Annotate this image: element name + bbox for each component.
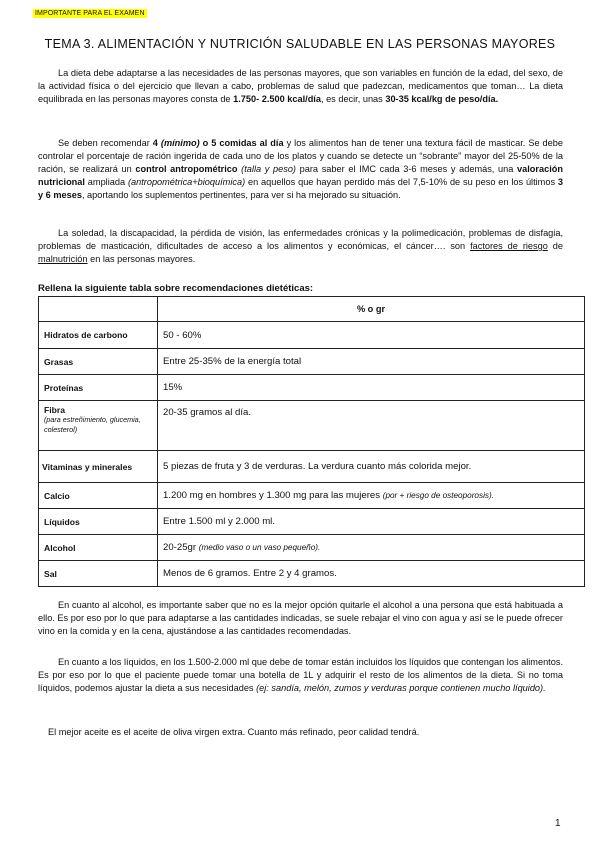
p1-kcal-range: 1.750- 2.500 kcal/día (233, 94, 321, 105)
row-value-cell (158, 483, 585, 509)
row-label: Vitaminas y minerales (39, 451, 158, 483)
page-number: 1 (555, 818, 561, 829)
row-label-note: (para estreñimiento, glucemia, colesterol) (44, 415, 141, 434)
page-title: TEMA 3. ALIMENTACIÓN Y NUTRICIÓN SALUDABLE EN LAS PERSONAS MAYORES (44, 37, 556, 51)
p2-italic-1: (talla y peso) (237, 164, 296, 175)
p2-bold-2: o 5 comidas al día (199, 138, 284, 148)
p1-text-2: , es decir, unas (320, 94, 386, 105)
table-row (39, 451, 585, 483)
row-value-note: (por + riesgo de osteoporosis). (382, 491, 494, 500)
table-header-row (39, 297, 585, 322)
p2-text-1: Se deben recomendar (58, 138, 153, 148)
p2-bold-4: valoración nutricional (38, 164, 563, 188)
p5-italic-1: (ej: sandía, melón, zumos y verduras porque contienen mucho líquido). (256, 683, 546, 694)
table-row (39, 561, 585, 587)
oil-paragraph: El mejor aceite es el aceite de oliva virgen extra. Cuanto más refinado, peor calidad tendrá. (48, 727, 420, 737)
row-label: Hidratos de carbono (39, 322, 158, 349)
row-value: 20-25gr (163, 542, 199, 553)
table-heading: Rellena la siguiente tabla sobre recomendaciones dietéticas: (38, 283, 314, 294)
p2-italic-2: (antropométrica+bioquímica) (127, 177, 246, 188)
p3-text-3: en las personas mayores. (87, 254, 196, 265)
table-row (39, 322, 585, 349)
row-label: Fibra (44, 405, 66, 415)
p2-text-6: , aportando los suplementos pertinentes, para ver si ha mejorado su situación. (81, 190, 401, 201)
row-value: 1.200 mg en hombres y 1.300 mg para las mujeres (163, 490, 383, 501)
row-label-cell (39, 401, 158, 451)
risk-factors-paragraph (38, 227, 563, 266)
intro-paragraph (38, 67, 563, 106)
p2-bold-5: 3 y 6 meses (38, 177, 564, 201)
row-label: Calcio (39, 483, 158, 509)
p1-text-1: La dieta debe adaptarse a las necesidades de las personas mayores, que son variables en función de la edad, del sexo, de la actividad física o del ejercicio que llevan a cabo, problemas de salud que padezcan, medicamentos que toman… La dieta equilibrada en las personas mayores consta de (38, 68, 563, 105)
table-header-unit: % o gr (158, 297, 585, 322)
p2-bold-1: 4 (152, 138, 161, 148)
exam-highlight-tag: IMPORTANTE PARA EL EXAMEN (35, 10, 145, 17)
table-row (39, 483, 585, 509)
row-label: Grasas (39, 349, 158, 375)
p2-text-5: en aquellos que hayan perdido más del 7,5-10% de su peso en los últimos (245, 177, 558, 188)
row-value: Entre 1.500 ml y 2.000 ml. (158, 509, 585, 535)
row-value: 50 - 60% (158, 322, 585, 349)
row-value: Entre 25-35% de la energía total (158, 349, 585, 375)
alcohol-paragraph: En cuanto al alcohol, es importante saber que no es la mejor opción quitarle el alcohol a una persona que está habituada a ello. Es por eso por lo que para adaptarse a las cantidades indicadas, se suele rebajar el vino con agua y así se le puede ofrecer vino en la comida y en la cena, ajustándose a las cantidades recomendadas. (38, 600, 563, 637)
table-row (39, 349, 585, 375)
table-row (39, 401, 585, 451)
row-value: Menos de 6 gramos. Entre 2 y 4 gramos. (158, 561, 585, 587)
table-row (39, 509, 585, 535)
row-value: 15% (158, 375, 585, 401)
row-label: Alcohol (39, 535, 158, 561)
row-value: 20-35 gramos al día. (158, 401, 585, 451)
row-label: Proteínas (39, 375, 158, 401)
row-value-note: (medio vaso o un vaso pequeño). (198, 543, 321, 552)
p1-kcal-per-kg: 30-35 kcal/kg de peso/día. (385, 94, 499, 105)
p3-underline-1: factores de riesgo (470, 241, 548, 252)
p3-text-1: La soledad, la discapacidad, la pérdida de visión, las enfermedades crónicas y la polimedicación, problemas de disfagia, problemas de masticación, dificultades de acceso a los alimentos y económicas, el cáncer…. son (38, 228, 563, 252)
table-row (39, 535, 585, 561)
liquids-paragraph (38, 656, 563, 695)
table-row (39, 375, 585, 401)
p2-text-2: y los alimentos han de tener una textura fácil de masticar. Se debe controlar el porcentaje de ración ingerida de cada uno de los platos y cuando se detecte un “sobrante” mayor del 25-50% de la ración, se realizará un (38, 138, 563, 175)
row-value-cell (158, 535, 585, 561)
dietary-recommendations-table (38, 296, 585, 587)
p2-bold-3: control antropométrico (135, 164, 238, 175)
row-value: 5 piezas de fruta y 3 de verduras. La verdura cuanto más colorida mejor. (158, 451, 585, 483)
p2-bold-italic-1: (mínimo) (160, 138, 200, 148)
p2-text-3: para saber el IMC cada 3-6 meses y además, una (296, 164, 518, 175)
p3-underline-2: malnutrición (38, 254, 88, 265)
row-label: Sal (39, 561, 158, 587)
table-header-empty (39, 297, 158, 322)
p5-text-1: En cuanto a los líquidos, en los 1.500-2.000 ml que debe de tomar están incluidos los líquidos que contengan los alimentos. Es por eso por lo que el paciente puede tomar una botella de 1L y adquirir el resto de los alimentos de la dieta. Si no toma líquidos, podemos ajustar la dieta a sus necesidades (38, 657, 563, 694)
row-label: Líquidos (39, 509, 158, 535)
p2-text-4: ampliada (84, 177, 128, 188)
p3-text-2: de (547, 241, 563, 252)
meals-paragraph (38, 137, 563, 202)
